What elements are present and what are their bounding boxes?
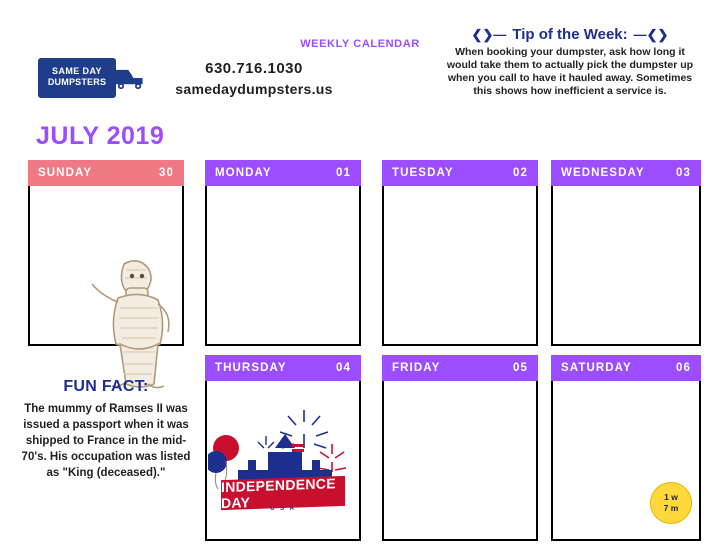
- fun-fact-text: The mummy of Ramses II was issued a passport when it was shipped to France in the mid-70's. His occupation was listed as "King (deceased).": [21, 403, 191, 479]
- day-header-wednesday: [551, 160, 701, 186]
- day-label: MONDAY: [215, 167, 272, 179]
- independence-day-graphic: [208, 400, 358, 520]
- day-header-friday: [382, 355, 538, 381]
- tip-of-the-week: [440, 26, 700, 98]
- day-label: FRIDAY: [392, 362, 441, 374]
- independence-day-subtitle: U S A: [270, 506, 296, 512]
- fun-fact-block: [18, 378, 194, 481]
- flourish-right-icon: —❮❯: [633, 26, 669, 42]
- day-label: THURSDAY: [215, 362, 287, 374]
- day-label: SATURDAY: [561, 362, 632, 374]
- day-header-thursday: [205, 355, 361, 381]
- day-number: 04: [336, 362, 351, 374]
- day-cell-wednesday[interactable]: [551, 160, 701, 346]
- day-label: TUESDAY: [392, 167, 454, 179]
- day-number: 05: [513, 362, 528, 374]
- company-logo: [38, 58, 150, 100]
- day-body-monday[interactable]: [205, 186, 361, 346]
- day-number: 06: [676, 362, 691, 374]
- month-title: JULY 2019: [36, 122, 165, 150]
- tip-heading-row: [440, 26, 700, 43]
- day-cell-tuesday[interactable]: [382, 160, 538, 346]
- website-url[interactable]: samedaydumpsters.us: [175, 81, 333, 97]
- day-header-sunday: [28, 160, 184, 186]
- day-cell-friday[interactable]: [382, 355, 538, 541]
- logo-line-2: DUMPSTERS: [47, 77, 107, 87]
- day-header-monday: [205, 160, 361, 186]
- weekly-calendar-title: WEEKLY CALENDAR: [300, 38, 420, 50]
- day-body-friday[interactable]: [382, 381, 538, 541]
- day-label: WEDNESDAY: [561, 167, 645, 179]
- flourish-left-icon: ❮❯—: [471, 26, 507, 42]
- tip-heading-text: Tip of the Week:: [512, 26, 628, 43]
- day-number: 30: [159, 167, 174, 179]
- contact-info: [144, 60, 364, 97]
- day-label: SUNDAY: [38, 167, 93, 179]
- independence-day-banner: INDEPENDENCE DAY: [221, 476, 345, 510]
- tip-body-text: When booking your dumpster, ask how long it would take them to actually pick the dumpster up when you call to have it hauled away. Sometimes this shows how inefficient a service is.: [446, 46, 694, 97]
- day-number: 02: [513, 167, 528, 179]
- day-cell-monday[interactable]: [205, 160, 361, 346]
- fun-fact-title: FUN FACT:: [63, 378, 149, 395]
- day-number: 01: [336, 167, 351, 179]
- size-badge: [650, 482, 692, 524]
- logo-line-1: SAME DAY: [52, 66, 102, 76]
- mummy-illustration-icon: [82, 252, 190, 392]
- dump-truck-icon: [112, 66, 148, 90]
- day-number: 03: [676, 167, 691, 179]
- logo-badge: [38, 58, 116, 98]
- day-body-tuesday[interactable]: [382, 186, 538, 346]
- day-body-wednesday[interactable]: [551, 186, 701, 346]
- size-badge-line-2: 7 m: [663, 503, 679, 513]
- size-badge-line-1: 1 w: [664, 492, 678, 502]
- day-header-saturday: [551, 355, 701, 381]
- day-header-tuesday: [382, 160, 538, 186]
- phone-number[interactable]: 630.716.1030: [205, 60, 303, 77]
